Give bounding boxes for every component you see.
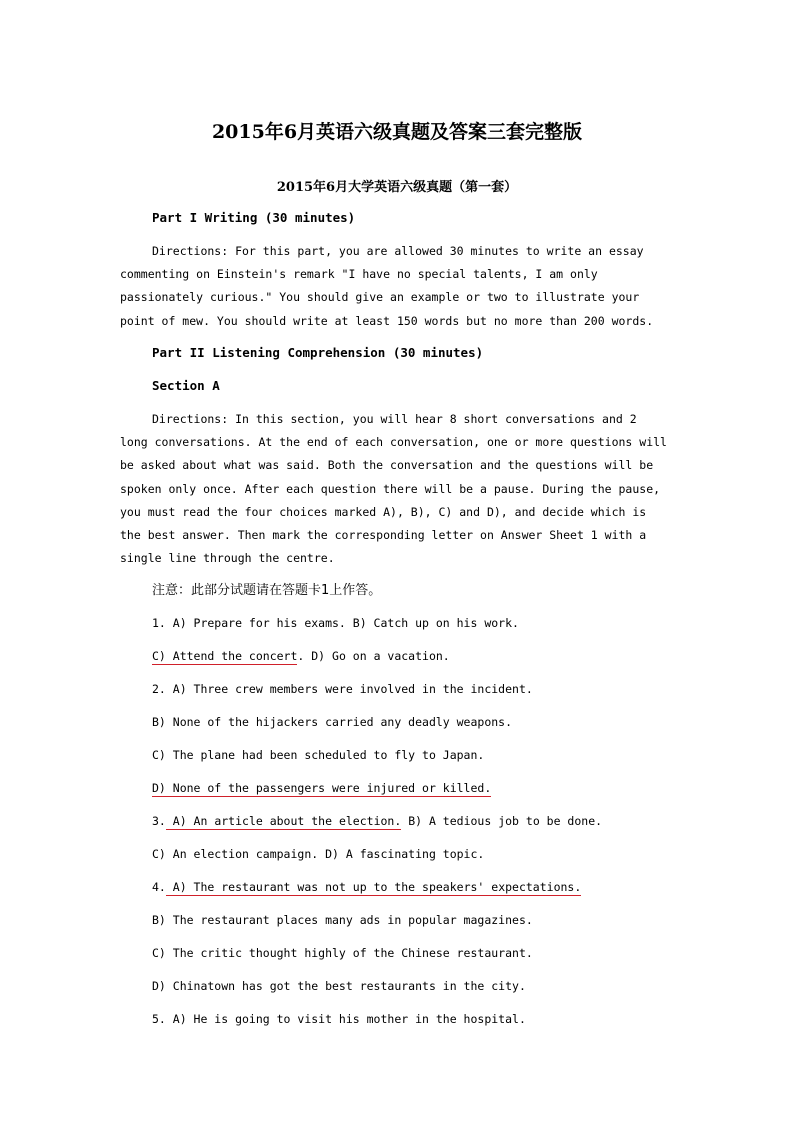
part1-directions-line: Directions: For this part, you are allowed 30 minutes to write an essay (152, 244, 644, 258)
part1-directions-line: commenting on Einstein's remark "I have no special talents, I am only (120, 267, 598, 282)
document-title: 2015年6月英语六级真题及答案三套完整版 (211, 121, 583, 143)
question-4-option-b: B) The restaurant places many ads in popular magazines. (152, 913, 533, 927)
part2-directions-line: you must read the four choices marked A), B), C) and D), and decide which is (120, 504, 647, 519)
part2-directions (120, 408, 680, 570)
question-number: 3. (152, 814, 166, 828)
option-text: . D) Go on a vacation. (297, 649, 450, 663)
answer-mark: D) None of the passengers were injured or killed. (152, 781, 492, 795)
answer-mark: A) An article about the election. (165, 814, 402, 828)
section-a-heading: Section A (152, 378, 220, 393)
document-subtitle: 2015年6月大学英语六级真题（第一套） (276, 180, 518, 195)
part2-directions-line: single line through the centre. (120, 551, 335, 566)
answer-mark: C) Attend the concert (152, 649, 298, 663)
question-number: 4. (152, 880, 166, 894)
part1-directions-line: passionately curious." You should give an example or two to illustrate your (120, 290, 640, 305)
question-2-option-c: C) The plane had been scheduled to fly to Japan. (152, 748, 485, 762)
question-2-option-a: 2. A) Three crew members were involved in the incident. (152, 682, 533, 696)
question-2-option-b: B) None of the hijackers carried any deadly weapons. (152, 715, 513, 729)
question-4-option-c: C) The critic thought highly of the Chinese restaurant. (152, 946, 533, 960)
question-4-option-a (152, 880, 581, 894)
question-3-options-cd: C) An election campaign. D) A fascinating topic. (152, 847, 485, 861)
answer-mark: A) The restaurant was not up to the speakers' expectations. (165, 880, 582, 894)
part2-heading: Part II Listening Comprehension (30 minutes) (152, 345, 484, 360)
part2-directions-line: Directions: In this section, you will hear 8 short conversations and 2 (152, 412, 637, 426)
part2-directions-line: the best answer. Then mark the corresponding letter on Answer Sheet 1 with a (120, 528, 647, 543)
question-1-line: 1. A) Prepare for his exams. B) Catch up on his work. (152, 616, 519, 630)
part2-directions-line: spoken only once. After each question there will be a pause. During the pause, (120, 481, 661, 496)
part2-directions-line: long conversations. At the end of each conversation, one or more questions will (120, 435, 667, 450)
question-2-option-d (152, 781, 491, 795)
question-5-option-a: 5. A) He is going to visit his mother in the hospital. (152, 1012, 526, 1026)
part2-directions-line: be asked about what was said. Both the conversation and the questions will be (120, 458, 654, 473)
part1-directions (120, 240, 680, 333)
option-text: B) A tedious job to be done. (401, 814, 603, 828)
question-1-options-cd (152, 649, 450, 663)
part1-heading: Part I Writing (30 minutes) (152, 210, 356, 225)
question-3-options-ab (152, 814, 602, 828)
part1-directions-line: point of mew. You should write at least 150 words but no more than 200 words. (120, 313, 654, 328)
answer-sheet-note: 注意：此部分试题请在答题卡1上作答。 (152, 583, 382, 598)
question-4-option-d: D) Chinatown has got the best restaurants in the city. (152, 979, 526, 993)
